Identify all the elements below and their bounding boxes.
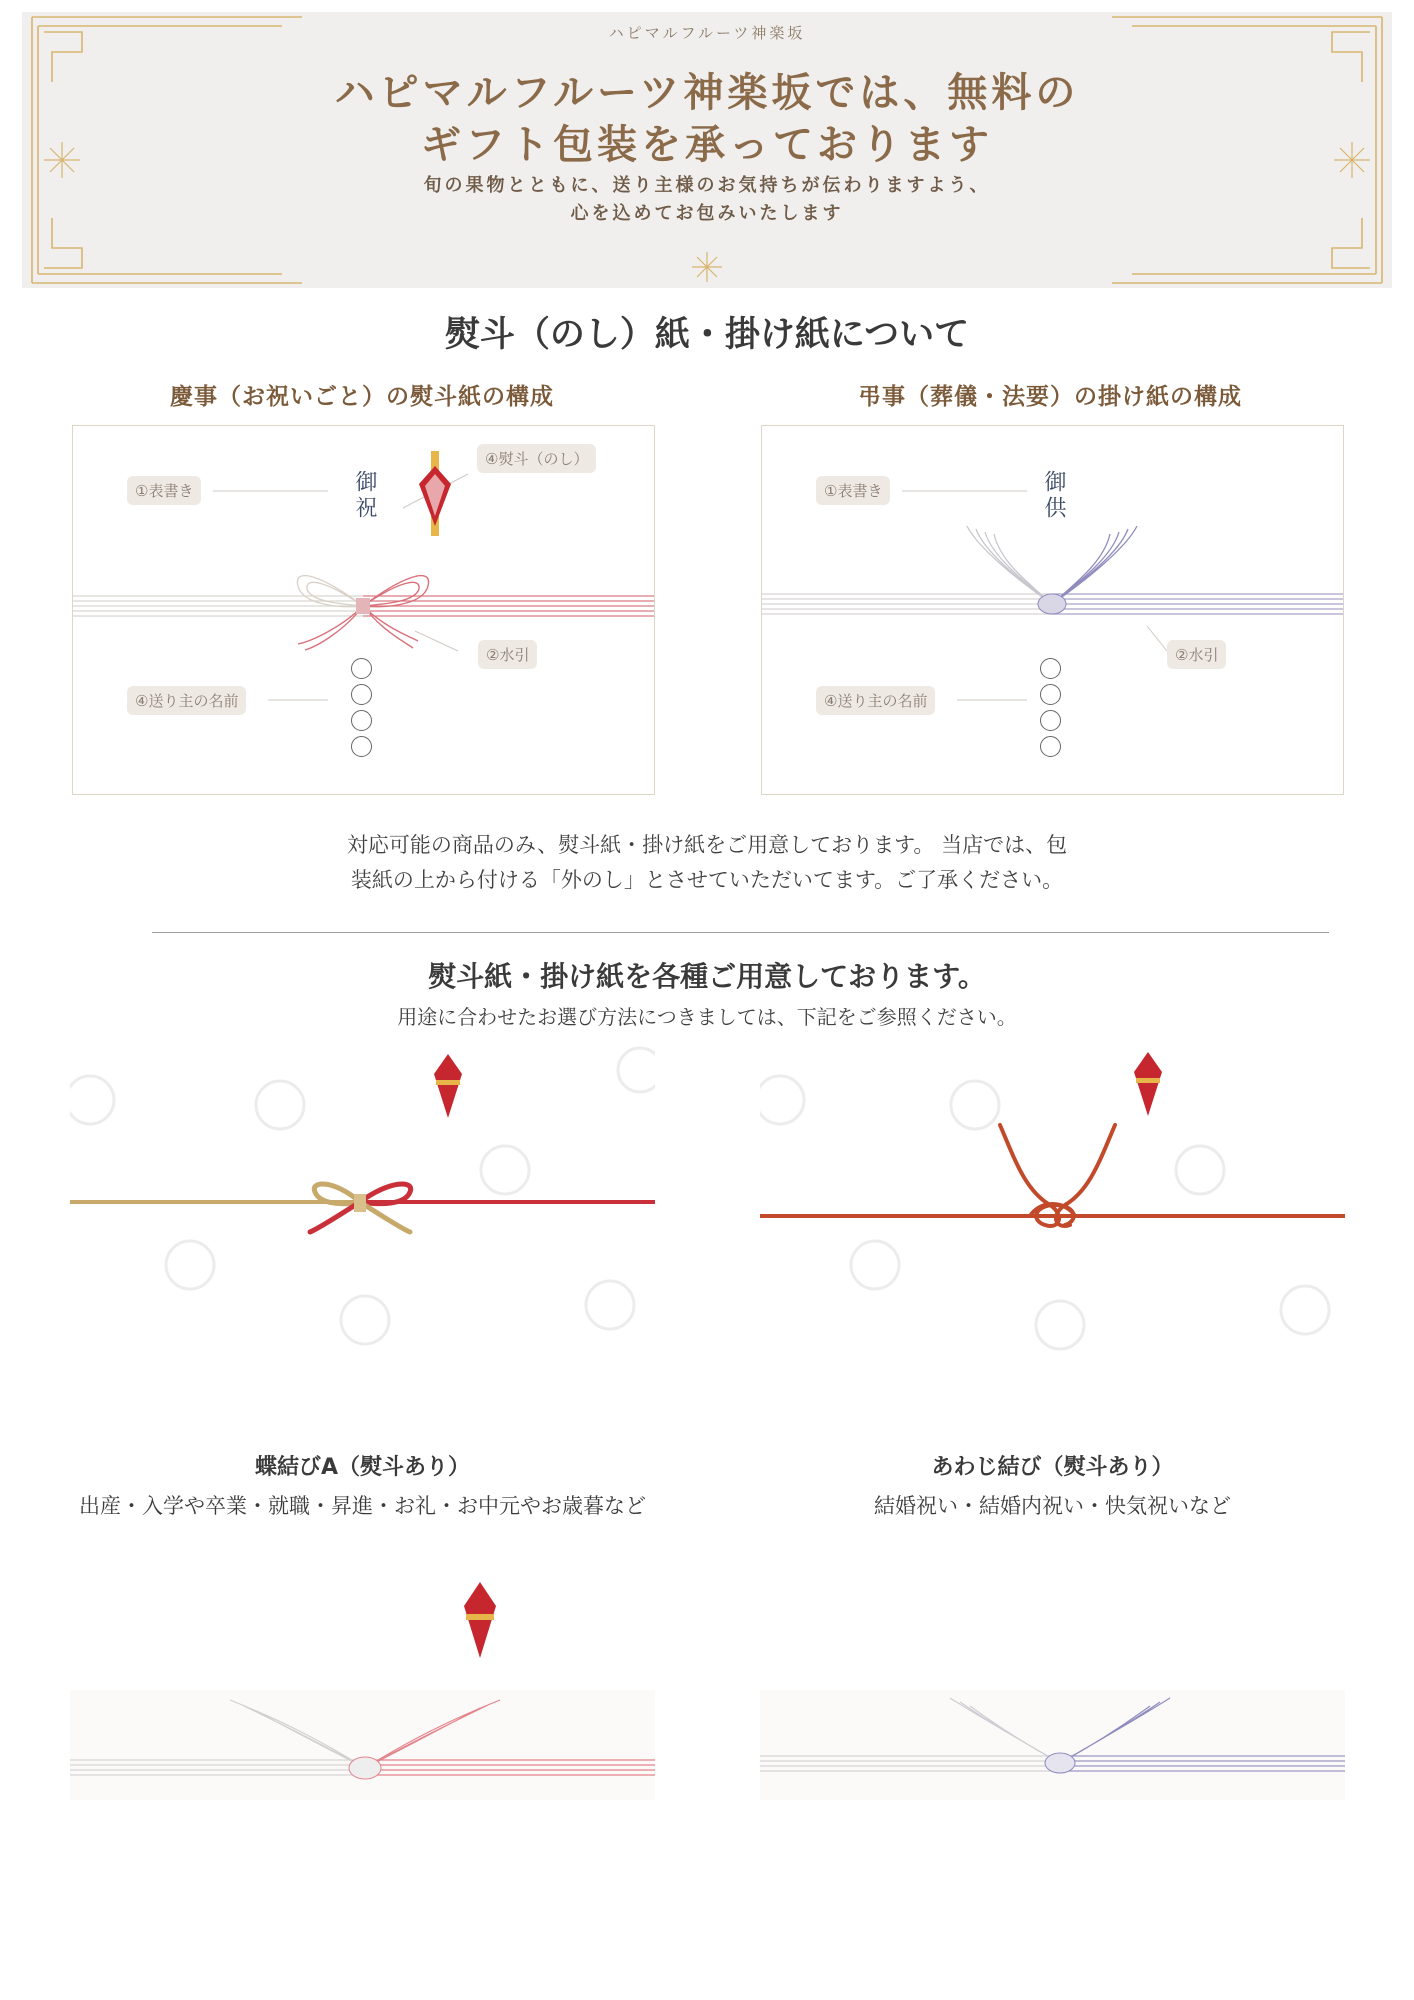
label-sender-name: ④送り主の名前 xyxy=(127,686,246,715)
white-red-mizuhiki-art xyxy=(70,1570,655,1800)
label-noshi: ④熨斗（のし） xyxy=(477,444,596,473)
omotegaki-text: 御供 xyxy=(1041,470,1066,522)
omotegaki-text: 御祝 xyxy=(352,470,377,522)
celebration-title: 慶事（お祝いごと）の熨斗紙の構成 xyxy=(170,383,554,410)
banner-subline: 旬の果物とともに、送り主様のお気持ちが伝わりますよう、 心を込めてお包みいたします xyxy=(423,175,991,224)
condolence-diagram xyxy=(761,425,1344,795)
noshi-icon xyxy=(1134,1052,1162,1116)
label-omotegaki: ①表書き xyxy=(816,476,890,505)
noshi-icon xyxy=(464,1582,496,1658)
noshi-icon xyxy=(434,1054,462,1118)
chou-musubi-uses: 出産・入学や卒業・就職・昇進・お礼・お中元やお歳暮など xyxy=(79,1494,646,1518)
chou-musubi-sample xyxy=(70,1040,655,1410)
chou-musubi-name: 蝶結びA（熨斗あり） xyxy=(254,1455,471,1480)
awaji-musubi-uses: 結婚祝い・結婚内祝い・快気祝いなど xyxy=(874,1494,1231,1518)
banner-headline: ハピマルフルーツ神楽坂では、無料の ギフト包装を承っております xyxy=(334,69,1080,168)
awaji-musubi-sample xyxy=(760,1040,1345,1410)
chou-musubi-art xyxy=(70,1040,655,1410)
label-mizuhiki: ②水引 xyxy=(1167,640,1226,669)
condolence-title: 弔事（葬儀・法要）の掛け紙の構成 xyxy=(858,383,1242,410)
white-purple-mizuhiki-sample xyxy=(760,1570,1345,1800)
white-red-mizuhiki-sample xyxy=(70,1570,655,1800)
variety-subtitle: 用途に合わせたお選び方法につきましては、下記をご参照ください。 xyxy=(397,1005,1017,1029)
awaji-musubi-name: あわじ結び（熨斗あり） xyxy=(931,1455,1174,1480)
noshi-note: 対応可能の商品のみ、熨斗紙・掛け紙をご用意しております。 当店では、包 装紙の上から付ける「外のし」とさせていただいてます。ご了承ください。 xyxy=(346,833,1068,892)
name-placeholder-circles xyxy=(351,658,373,762)
section-divider xyxy=(152,932,1329,933)
name-placeholder-circles xyxy=(1040,658,1062,762)
white-purple-mizuhiki-art xyxy=(760,1570,1345,1800)
variety-title: 熨斗紙・掛け紙を各種ご用意しております。 xyxy=(428,960,986,993)
brand-name: ハピマルフルーツ神楽坂 xyxy=(608,24,806,42)
label-sender-name: ④送り主の名前 xyxy=(816,686,935,715)
awaji-musubi-art xyxy=(760,1040,1345,1410)
label-omotegaki: ①表書き xyxy=(127,476,201,505)
noshi-section-title: 熨斗（のし）紙・掛け紙について xyxy=(444,315,970,355)
label-mizuhiki: ②水引 xyxy=(478,640,537,669)
noshi-icon xyxy=(419,451,451,536)
header-banner xyxy=(22,12,1392,288)
celebration-diagram xyxy=(72,425,655,795)
